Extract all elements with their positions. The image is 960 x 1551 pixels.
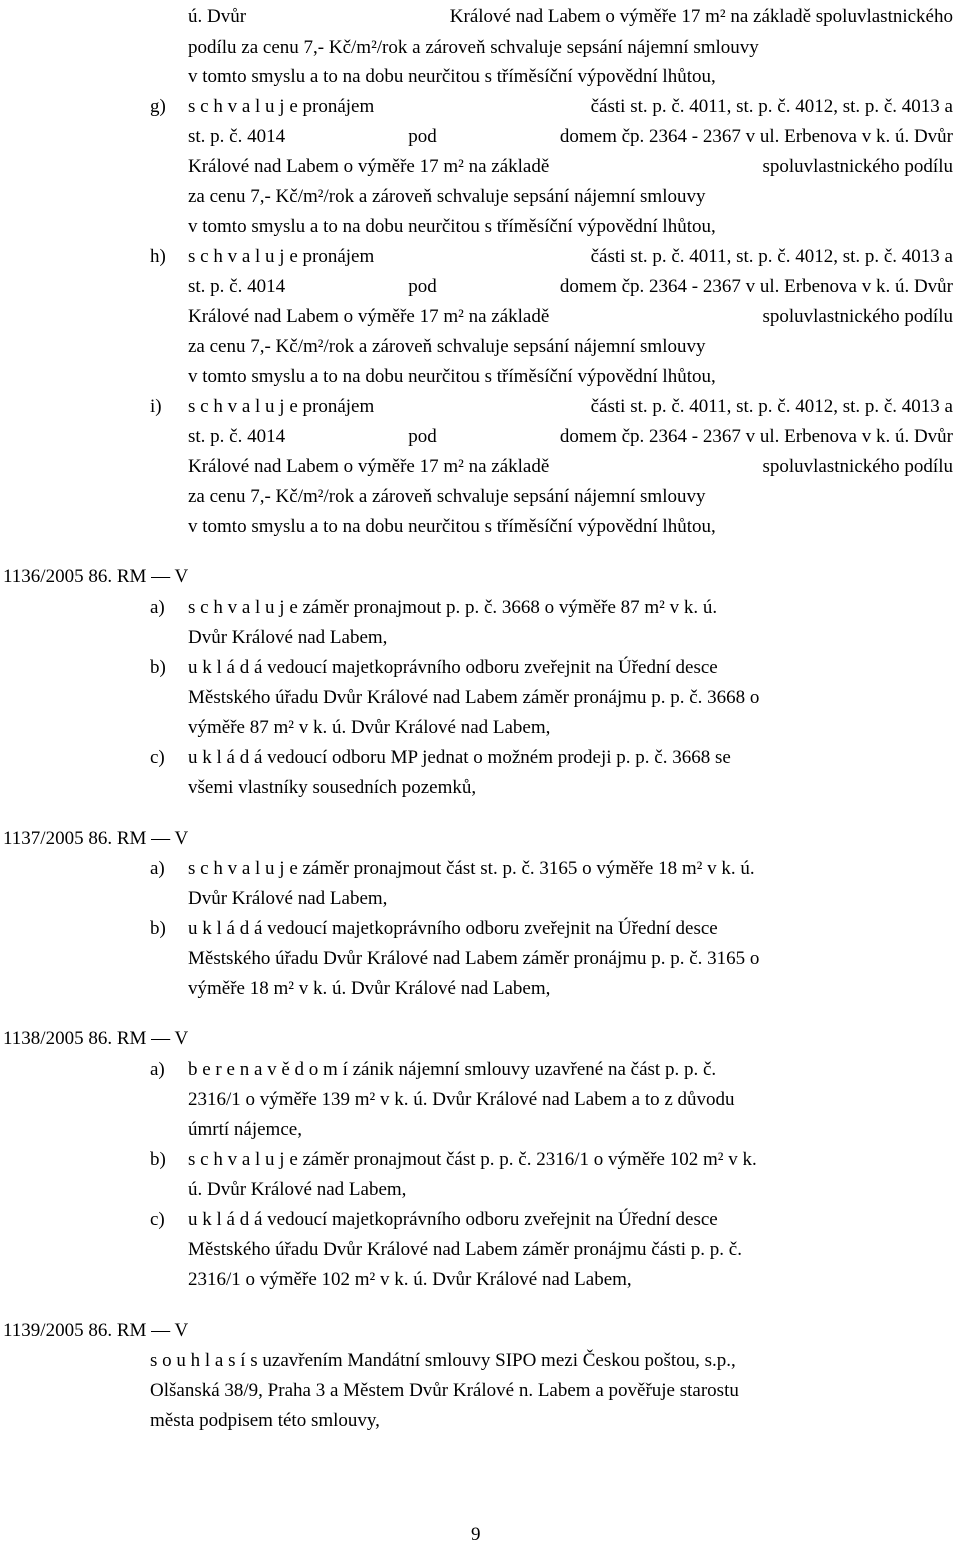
text-line: za cenu 7,- Kč/m²/rok a zároveň schvaluje sepsání nájemní smlouvy — [188, 336, 706, 357]
text-line: st. p. č. 4014 pod domem čp. 2364 - 2367 v ul. Erbenova v k. ú. Dvůr — [188, 276, 953, 297]
resolution-heading: 1136/2005 86. RM — V — [3, 566, 189, 587]
text-line: Králové nad Labem o výměře 17 m² na základě spoluvlastnického podílu — [188, 156, 953, 177]
text-line: výměře 18 m² v k. ú. Dvůr Králové nad Labem, — [188, 978, 551, 999]
text-line: Městského úřadu Dvůr Králové nad Labem záměr pronájmu p. p. č. 3668 o — [188, 687, 760, 708]
text-line: v tomto smyslu a to na dobu neurčitou s tříměsíční výpovědní lhůtou, — [188, 216, 716, 237]
item-letter: b) — [150, 918, 166, 939]
text-line: všemi vlastníky sousedních pozemků, — [188, 777, 477, 798]
text-line: v tomto smyslu a to na dobu neurčitou s tříměsíční výpovědní lhůtou, — [188, 516, 716, 537]
text-line: s o u h l a s í s uzavřením Mandátní smlouvy SIPO mezi Českou poštou, s.p., — [150, 1350, 736, 1371]
text-line: b e r e n a v ě d o m í zánik nájemní smlouvy uzavřené na část p. p. č. — [188, 1059, 717, 1080]
text-line: úmrtí nájemce, — [188, 1119, 302, 1140]
text-line: u k l á d á vedoucí majetkoprávního odboru zveřejnit na Úřední desce — [188, 657, 718, 678]
text-line: s c h v a l u j e pronájem části st. p. č. 4011, st. p. č. 4012, st. p. č. 4013 a — [188, 396, 953, 417]
resolution-heading: 1138/2005 86. RM — V — [3, 1028, 189, 1049]
text-line: Králové nad Labem o výměře 17 m² na základě spoluvlastnického podílu — [188, 456, 953, 477]
text-line: ú. Dvůr Králové nad Labem, — [188, 1179, 407, 1200]
item-letter: g) — [150, 96, 166, 117]
text-line: 2316/1 o výměře 102 m² v k. ú. Dvůr Králové nad Labem, — [188, 1269, 632, 1290]
item-letter: a) — [150, 1059, 165, 1080]
text-line: s c h v a l u j e pronájem části st. p. č. 4011, st. p. č. 4012, st. p. č. 4013 a — [188, 96, 953, 117]
item-letter: h) — [150, 246, 166, 267]
text-line: Olšanská 38/9, Praha 3 a Městem Dvůr Králové n. Labem a pověřuje starostu — [150, 1380, 739, 1401]
text-line: u k l á d á vedoucí majetkoprávního odboru zveřejnit na Úřední desce — [188, 1209, 718, 1230]
text-line: u k l á d á vedoucí odboru MP jednat o možném prodeji p. p. č. 3668 se — [188, 747, 731, 768]
text-line: st. p. č. 4014 pod domem čp. 2364 - 2367 v ul. Erbenova v k. ú. Dvůr — [188, 426, 953, 447]
resolution-heading: 1139/2005 86. RM — V — [3, 1320, 189, 1341]
item-letter: a) — [150, 858, 165, 879]
resolution-heading: 1137/2005 86. RM — V — [3, 828, 189, 849]
item-letter: b) — [150, 1149, 166, 1170]
text-line: za cenu 7,- Kč/m²/rok a zároveň schvaluje sepsání nájemní smlouvy — [188, 186, 706, 207]
text-line: v tomto smyslu a to na dobu neurčitou s tříměsíční výpovědní lhůtou, — [188, 66, 716, 87]
text-line: u k l á d á vedoucí majetkoprávního odboru zveřejnit na Úřední desce — [188, 918, 718, 939]
text-line: Městského úřadu Dvůr Králové nad Labem záměr pronájmu části p. p. č. — [188, 1239, 742, 1260]
text-line: s c h v a l u j e záměr pronajmout část st. p. č. 3165 o výměře 18 m² v k. ú. — [188, 858, 755, 879]
text-line: v tomto smyslu a to na dobu neurčitou s tříměsíční výpovědní lhůtou, — [188, 366, 716, 387]
text-line: Městského úřadu Dvůr Králové nad Labem záměr pronájmu p. p. č. 3165 o — [188, 948, 760, 969]
text-line: podílu za cenu 7,- Kč/m²/rok a zároveň schvaluje sepsání nájemní smlouvy — [188, 37, 759, 58]
item-letter: b) — [150, 657, 166, 678]
item-letter: a) — [150, 597, 165, 618]
item-letter: i) — [150, 396, 162, 417]
text-line: Králové nad Labem o výměře 17 m² na základě spoluvlastnického podílu — [188, 306, 953, 327]
item-letter: c) — [150, 747, 165, 768]
text-line: za cenu 7,- Kč/m²/rok a zároveň schvaluje sepsání nájemní smlouvy — [188, 486, 706, 507]
text-line: 2316/1 o výměře 139 m² v k. ú. Dvůr Králové nad Labem a to z důvodu — [188, 1089, 735, 1110]
text-line: st. p. č. 4014 pod domem čp. 2364 - 2367 v ul. Erbenova v k. ú. Dvůr — [188, 126, 953, 147]
text-line: s c h v a l u j e záměr pronajmout část p. p. č. 2316/1 o výměře 102 m² v k. — [188, 1149, 757, 1170]
text-line: města podpisem této smlouvy, — [150, 1410, 380, 1431]
text-line: Dvůr Králové nad Labem, — [188, 888, 388, 909]
text-line: výměře 87 m² v k. ú. Dvůr Králové nad Labem, — [188, 717, 551, 738]
page-number: 9 — [471, 1524, 481, 1545]
text-line: ú. Dvůr Králové nad Labem o výměře 17 m² na základě spoluvlastnického — [188, 6, 953, 27]
item-letter: c) — [150, 1209, 165, 1230]
text-line: s c h v a l u j e pronájem části st. p. č. 4011, st. p. č. 4012, st. p. č. 4013 a — [188, 246, 953, 267]
text-line: s c h v a l u j e záměr pronajmout p. p. č. 3668 o výměře 87 m² v k. ú. — [188, 597, 718, 618]
text-line: Dvůr Králové nad Labem, — [188, 627, 388, 648]
